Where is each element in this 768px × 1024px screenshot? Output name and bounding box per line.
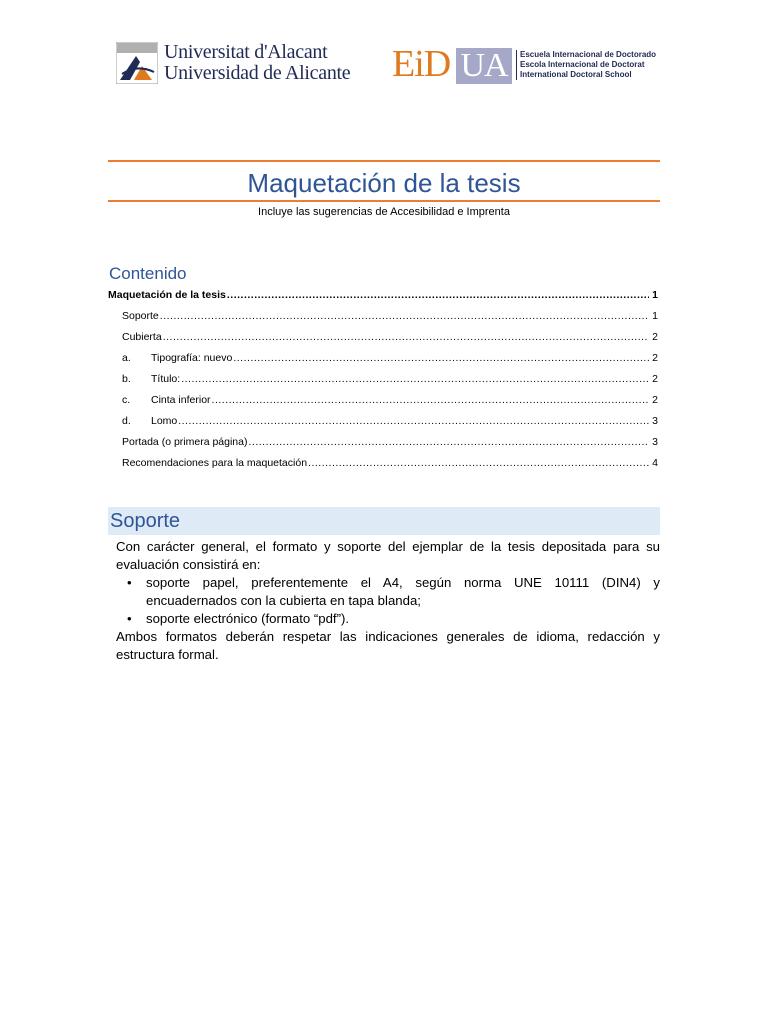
section-intro: Con carácter general, el formato y soporte del ejemplar de la tesis depositada para su evaluación consistirá en: <box>116 539 660 572</box>
university-logo <box>114 40 354 88</box>
toc-entry-page: 1 <box>652 310 658 322</box>
toc-leader-dots <box>163 330 649 344</box>
eidua-name-va: Escola Internacional de Doctorat <box>520 60 645 69</box>
toc-entry-recomendaciones[interactable] <box>108 456 658 477</box>
university-name <box>164 42 350 84</box>
toc-heading: Contenido <box>109 264 187 283</box>
toc-leader-dots <box>227 288 649 302</box>
support-list <box>116 574 660 628</box>
toc-entry-text: Cubierta <box>122 331 162 343</box>
toc-entry-text: Tipografía: nuevo <box>151 352 233 364</box>
eidua-logo-ei: EiD <box>392 43 451 85</box>
toc-entry-text: Cinta inferior <box>151 394 211 406</box>
toc-entry-number: d. <box>122 415 131 427</box>
document-title: Maquetación de la tesis <box>247 168 521 198</box>
page-header <box>114 38 657 90</box>
toc-entry-text: Lomo <box>151 415 178 427</box>
toc-leader-dots <box>248 435 649 449</box>
toc-entry-number: c. <box>122 394 131 406</box>
toc-entry-titulo[interactable] <box>108 372 658 393</box>
toc-entry-page: 2 <box>652 394 658 406</box>
list-item-text: soporte papel, preferentemente el A4, según norma UNE 10111 (DIN4) y encuadernados con la cubierta en tapa blanda; <box>146 575 660 608</box>
bullet-icon: • <box>127 575 132 590</box>
list-item-text: soporte electrónico (formato “pdf”). <box>146 611 350 626</box>
toc-entry-page: 3 <box>652 436 658 448</box>
document-subtitle: Incluye las sugerencias de Accesibilidad e Imprenta <box>258 206 510 218</box>
toc-entry-portada[interactable] <box>108 435 658 456</box>
toc-entry-cinta-inferior[interactable] <box>108 393 658 414</box>
toc-entry-page: 2 <box>652 352 658 364</box>
university-name-valencian: Universitat d'Alacant <box>164 41 328 63</box>
list-item <box>127 610 660 628</box>
toc-entry-text: Recomendaciones para la maquetación <box>122 457 308 469</box>
eidua-name-en: International Doctoral School <box>520 70 632 79</box>
toc-leader-dots <box>233 351 649 365</box>
title-rule-bottom <box>108 200 660 202</box>
section-closing: Ambos formatos deberán respetar las indicaciones generales de idioma, redacción y estructura formal. <box>116 629 660 662</box>
section-heading-band <box>108 507 660 535</box>
toc-entry-maquetacion[interactable] <box>108 288 658 309</box>
toc-entry-number: b. <box>122 373 131 385</box>
toc-entry-text: Portada (o primera página) <box>122 436 248 448</box>
toc-entry-text: Título: <box>151 373 181 385</box>
toc-leader-dots <box>178 414 649 428</box>
toc-entry-number: a. <box>122 352 131 364</box>
toc-leader-dots <box>160 309 649 323</box>
section-title: Soporte <box>110 510 181 532</box>
university-name-spanish: Universidad de Alicante <box>164 62 351 84</box>
toc-entry-page: 1 <box>652 289 658 301</box>
toc-entry-cubierta[interactable] <box>108 330 658 351</box>
eidua-school-names <box>516 50 656 80</box>
toc-entry-tipografia[interactable] <box>108 351 658 372</box>
section-body <box>116 538 660 664</box>
table-of-contents <box>108 288 658 477</box>
bullet-icon: • <box>127 611 132 626</box>
list-item <box>127 574 660 610</box>
toc-entry-page: 2 <box>652 373 658 385</box>
toc-leader-dots <box>308 456 649 470</box>
toc-leader-dots <box>181 372 649 386</box>
eidua-name-es: Escuela Internacional de Doctorado <box>520 50 657 59</box>
toc-entry-page: 4 <box>652 457 658 469</box>
toc-entry-page: 2 <box>652 331 658 343</box>
toc-entry-text: Soporte <box>122 310 159 322</box>
university-emblem-icon <box>116 42 158 84</box>
toc-leader-dots <box>212 393 649 407</box>
toc-entry-lomo[interactable] <box>108 414 658 435</box>
eidua-logo-ua: UA <box>456 48 512 84</box>
toc-entry-text: Maquetación de la tesis <box>108 289 226 301</box>
toc-entry-soporte[interactable] <box>108 309 658 330</box>
toc-entry-page: 3 <box>652 415 658 427</box>
title-rule-top <box>108 160 660 162</box>
